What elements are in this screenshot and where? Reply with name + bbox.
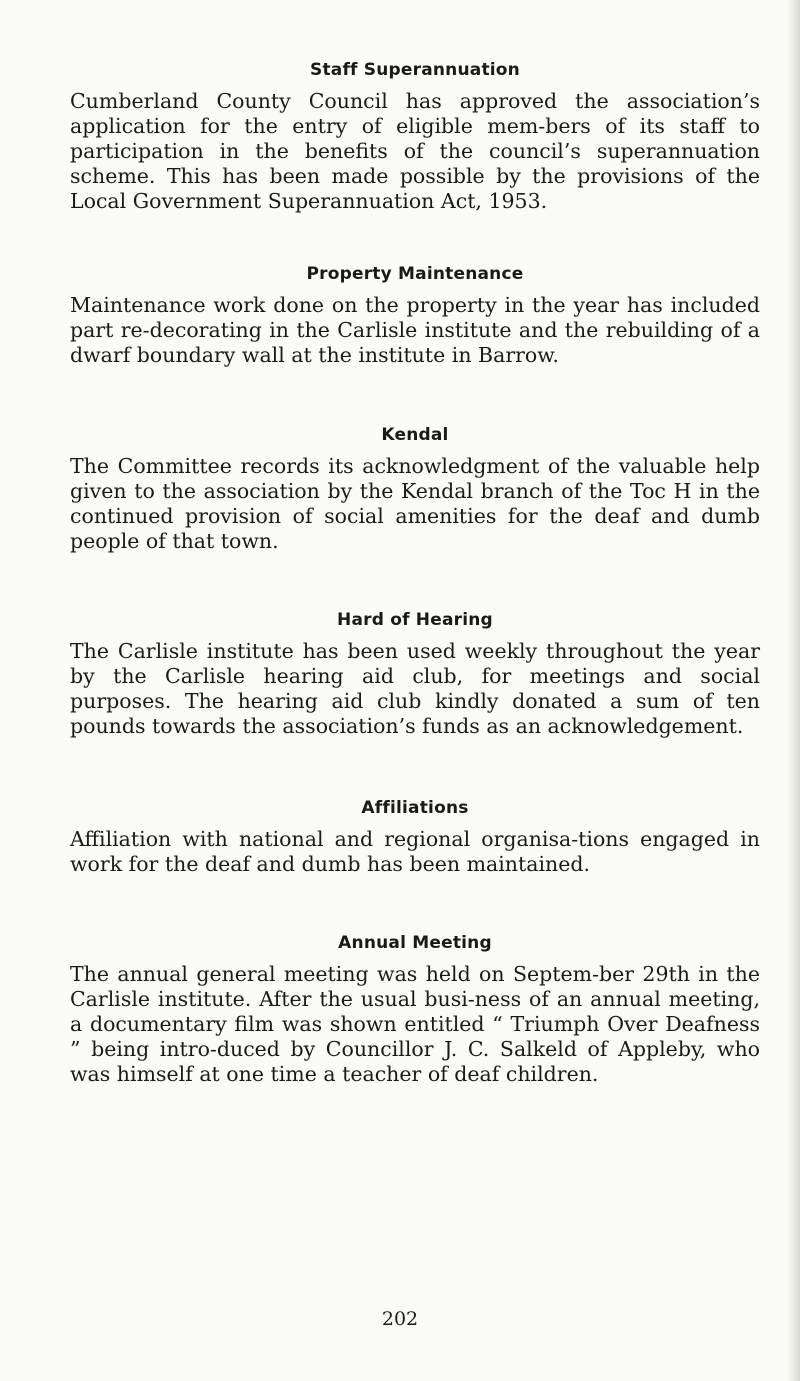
section-heading: Hard of Hearing [337,610,493,630]
section-heading: Affiliations [361,798,469,818]
page-number: 202 [381,1308,419,1330]
section-paragraph: The Committee records its acknowledgment of the valuable help given to the association by the Kendal branch of the Toc H in the continued provision of social amenities for the deaf and dumb people of that town. [70,454,760,553]
section-paragraph: The annual general meeting was held on Septem-ber 29th in the Carlisle institute. After the usual busi-ness of an annual meeting, a documentary film was shown entitled “ Triumph Over Deafness ” being intro-duced by Councillor J. C. Salkeld of Appleby, who was himself at one time a teacher of deaf children. [70,962,760,1086]
section-heading: Staff Superannuation [310,60,520,80]
section-paragraph: The Carlisle institute has been used weekly throughout the year by the Carlisle hearing aid club, for meetings and social purposes. The hearing aid club kindly donated a sum of ten pounds towards the association’s funds as an acknowledgement. [70,639,760,738]
section-paragraph: Cumberland County Council has approved the association’s application for the entry of eligible mem-bers of its staff to participation in the benefits of the council’s superannuation scheme. This has been made possible by the provisions of the Local Government Superannuation Act, 1953. [70,89,760,213]
section-paragraph: Affiliation with national and regional organisa-tions engaged in work for the deaf and dumb has been maintained. [70,827,760,876]
section-heading: Annual Meeting [338,933,492,953]
document-page [70,60,760,1087]
section-affiliations [70,798,760,877]
section-staff-superannuation [70,60,760,214]
page-edge-shadow [786,0,800,1381]
section-hard-of-hearing [70,610,760,739]
section-heading: Kendal [381,425,449,445]
section-property-maintenance [70,264,760,368]
section-annual-meeting [70,933,760,1087]
section-paragraph: Maintenance work done on the property in the year has included part re-decorating in the Carlisle institute and the rebuilding of a dwarf boundary wall at the institute in Barrow. [70,293,760,367]
section-kendal [70,425,760,554]
section-heading: Property Maintenance [306,264,524,284]
